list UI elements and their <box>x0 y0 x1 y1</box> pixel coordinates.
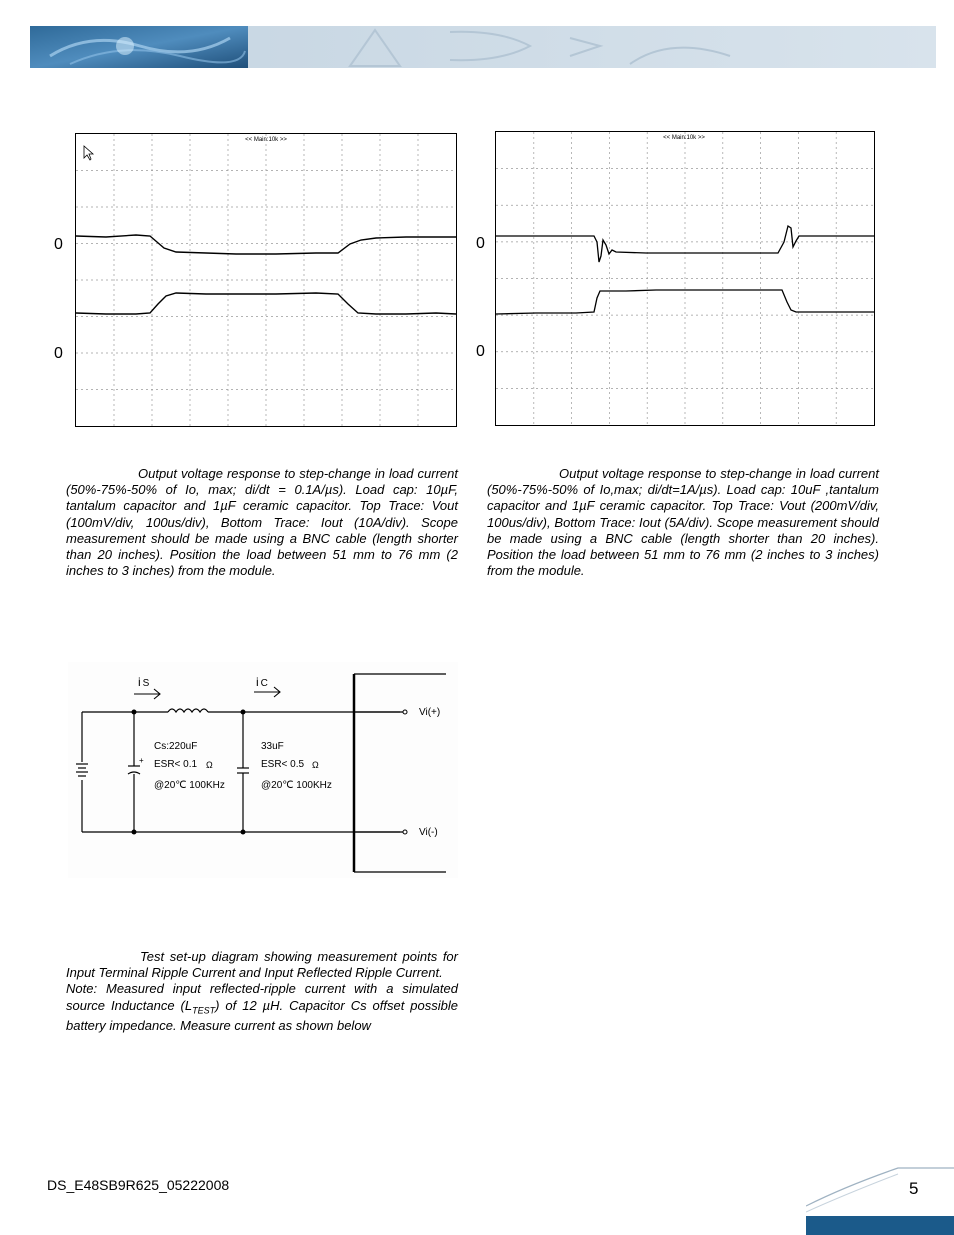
scope-right-trace <box>496 132 874 425</box>
circuit-schematic <box>68 662 458 878</box>
is-label: i S <box>138 675 150 689</box>
header-banner <box>30 26 936 68</box>
top-trace-vout <box>496 226 874 262</box>
scope-right-zero-bottom: 0 <box>476 343 485 360</box>
vi-plus-label: Vi(+) <box>419 707 441 718</box>
caption-left-text: Output voltage response to step-change in load current (50%-75%-50% of Io, max; di/dt = 0.1A/µs). Load cap: 10µF, tantalum capacitor and 1µF ceramic capacitor. Top Trace: Vout (100mV/div, 100us/div), Bottom Trace: Iout (10A/div). Scope measurement should be made using a BNC cable (length shorter than 20 inches). Position the load between 51 mm to 76 mm (2 inches to 3 inches) from the module. <box>66 466 458 579</box>
cs-cond: @20℃ 100KHz <box>154 780 225 791</box>
scope-right-zero-top: 0 <box>476 235 485 252</box>
footer-swoosh-graphic <box>806 1160 954 1235</box>
scope-right-header: << Main:10k >> <box>663 135 705 141</box>
cs-ohm: Ω <box>206 760 213 770</box>
vi-minus-label: Vi(-) <box>419 827 438 838</box>
c2-value: 33uF <box>261 741 284 752</box>
caption-left <box>66 466 458 579</box>
c2-esr: ESR< 0.5 <box>261 759 305 770</box>
caption-diagram <box>66 949 458 1035</box>
scope-right <box>495 131 875 426</box>
cs-esr: ESR< 0.1 <box>154 759 198 770</box>
scope-left-zero-bottom: 0 <box>54 345 63 362</box>
caption-right-text: Output voltage response to step-change in load current (50%-75%-50% of Io,max; di/dt=1A/µs). Load cap: 10uF ,tantalum capacitor and 1µF ceramic capacitor. Top Trace: Vout (200mV/div, 100us/div), Bottom Trace: Iout (5A/div). Scope measurement should be made using a BNC cable (length shorter than 20 inches). Position the load between 51 mm to 76 mm (2 inches to 3 inches) from the module. <box>487 466 879 579</box>
ic-label: i C <box>256 675 268 689</box>
cursor-arrow-icon <box>84 146 93 160</box>
c2-cond: @20℃ 100KHz <box>261 780 332 791</box>
caption-right <box>487 466 879 579</box>
svg-text:+: + <box>139 756 144 765</box>
banner-graphic <box>30 26 936 68</box>
cs-value: Cs:220uF <box>154 741 198 752</box>
c2-ohm: Ω <box>312 760 319 770</box>
scope-left-trace <box>76 134 456 426</box>
scope-left-zero-top: 0 <box>54 236 63 253</box>
scope-left <box>75 133 457 427</box>
page-number: 5 <box>909 1179 919 1198</box>
scope-left-header: << Main:10k >> <box>245 137 287 143</box>
footer-doc-id: DS_E48SB9R625_05222008 <box>47 1177 230 1193</box>
caption-diagram-text-1: Test set-up diagram showing measurement points for Input Terminal Ripple Current and Input Reflected Ripple Current. <box>66 949 458 981</box>
caption-diagram-text-2: Note: Measured input reflected-ripple current with a simulated source Inductance $(L_{TEST})$ of 12 µH. Capacitor Cs offset possible battery impedance. Measure current as shown below <box>66 981 459 1034</box>
test-setup-diagram <box>68 662 458 878</box>
